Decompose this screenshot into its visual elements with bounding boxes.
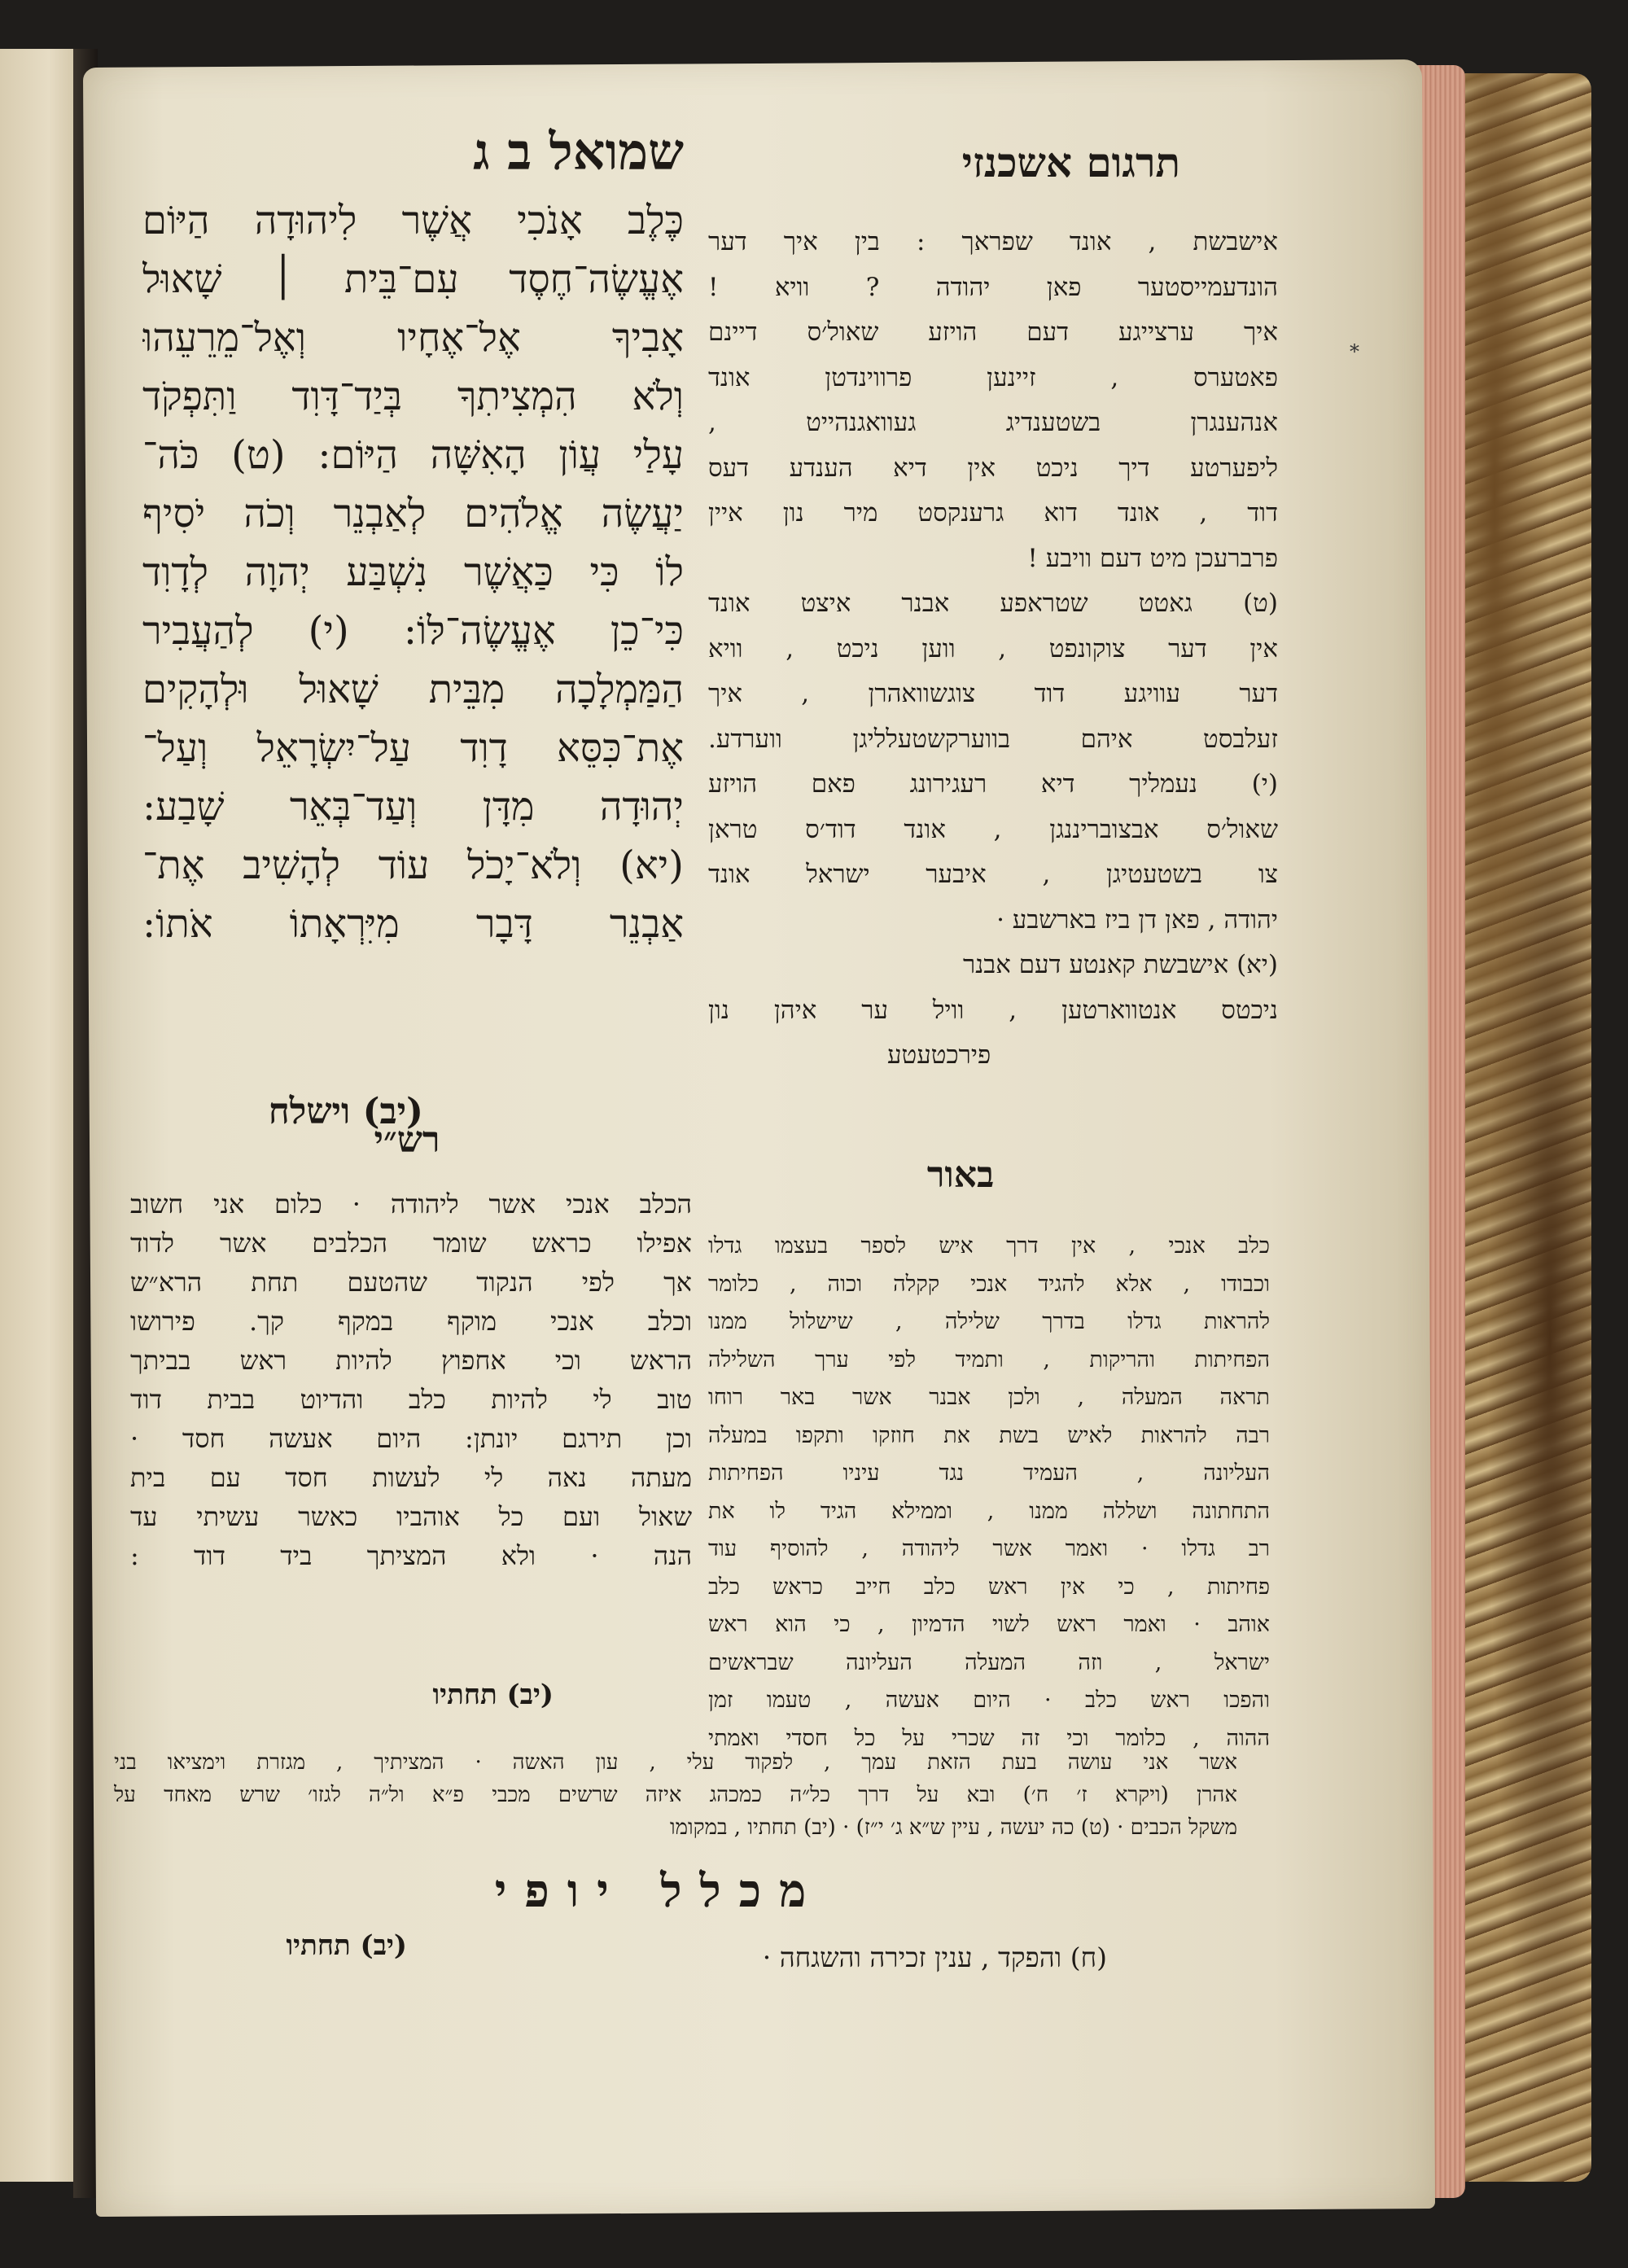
text-line: וְלֹא הִמְצִיתִךָ בְּיַד־דָּוִד וַתִּפְקֹד: [142, 374, 684, 419]
main-catchword: (יב) וישלח: [268, 1091, 423, 1132]
running-head-left: תרגום אשכנזי: [961, 138, 1180, 186]
rashi-catchword: (יב) תחתיו: [432, 1679, 554, 1711]
text-line: אֶעֱשֶׂה־חֶסֶד עִם־בֵּית ׀ שָׁאוּל: [142, 256, 684, 302]
text-line: יַעֲשֶׂה אֱלֹהִים לְאַבְנֵר וְכֹה יֹסִיף: [142, 491, 684, 536]
text-line: הנה · ולא המציתך ביד דוד :: [130, 1540, 692, 1571]
margin-asterisk: *: [1350, 340, 1359, 363]
text-line: רב גדלו · ואמר אשר ליהודה , להוסיף עוד: [708, 1536, 1270, 1561]
text-line: לוֹ כִּי כַּאֲשֶׁר נִשְׁבַּע יְהוָה לְדָוִד: [142, 549, 684, 595]
rashi-heading: רש״י: [374, 1119, 440, 1161]
text-line: אין דער צוקונפט , ווען ניכט , וויא: [708, 633, 1278, 663]
text-line: אפילו כראש שומר הכלבים אשר לדוד: [130, 1228, 692, 1259]
facing-page-edge: [0, 49, 81, 2182]
bottom-catchword: (יב) תחתיו: [286, 1929, 407, 1962]
rashi-commentary: [130, 1184, 692, 1575]
text-line: ישראל , וזה המעלה העליונה שבראשים: [708, 1649, 1270, 1675]
text-line: טוב לי להיות כלב והדיוט בבית דוד: [130, 1384, 692, 1415]
biur-commentary: [708, 1228, 1270, 1758]
text-line: הראש וכי אחפוץ להיות ראש בביתך: [130, 1345, 692, 1376]
text-line: אהרן (ויקרא ז׳ ח׳) ובא על דרך כל״ה כמכהג איזה שרשים מכבי פ״א ול״ה לגזו׳ שרש מאחד על: [114, 1783, 1237, 1807]
biur-heading: באור: [926, 1154, 995, 1196]
text-line: דער עוויגע דוד צוגשוואהרן , איך: [708, 679, 1278, 708]
text-line: משקל הכבים · (ט) כה יעשה , עיין ש״א ג׳ י״ז) · (יב) תחתיו , במקומו: [669, 1815, 1237, 1840]
text-line: יהודה , פאן דן ביז בארשבע ·: [996, 904, 1278, 935]
text-line: כִּי־כֵן אֶעֱשֶׂה־לּוֹ: (י) לְהַעֲבִיר: [142, 608, 684, 654]
text-line: אוהב · ואמר ראש לשוי הדמיון , כי הוא ראש: [708, 1612, 1270, 1637]
text-line: וכלב אנכי מוקף במקף קך. פירושו: [130, 1306, 692, 1337]
text-line: צו בשטעטיגן , איבער ישראל אונד: [708, 860, 1278, 889]
text-line: רבה להראות לאיש בשת את חוזקו ותקפו במעלה: [708, 1422, 1270, 1448]
text-line: אָבִיךָ אֶל־אֶחָיו וְאֶל־מֵרֵעֵהוּ: [142, 315, 684, 361]
text-line: שאול ועם כל אוהביו כאשר עשיתי עד: [130, 1501, 692, 1532]
text-line: פרברעכן מיט דעם וויבע !: [1027, 543, 1278, 573]
text-line: הַמַּמְלָכָה מִבֵּית שָׁאוּל וּלְהָקִים: [142, 667, 684, 712]
text-line: להראות גדלו בדרך שלילה , שישלול ממנו: [708, 1309, 1270, 1334]
text-line: פאטערס , זיינען פרווינדטן אונד: [708, 362, 1278, 392]
text-line: וכבודו , אלא להגיד אנכי קקלה וכוה , כלומר: [708, 1271, 1270, 1297]
biblical-text-column: [142, 191, 684, 953]
text-line: ההוה , כלומר וכי זה שכרי על כל חסדי ואמתי: [708, 1725, 1270, 1751]
text-line: שאול׳ס אבצובריננגן , אונד דוד׳ס טראן: [708, 814, 1278, 844]
text-line: התחתונה ושללה ממנו , וממילא הגיד לו את: [708, 1498, 1270, 1524]
text-line: זעלבסט איהם בווערקשטעלליגן ווערדע.: [708, 724, 1278, 754]
text-line: פחיתות , כי אין ראש כלב חייב כראש כלב: [708, 1574, 1270, 1600]
text-line: כֶּלֶב אָנֹכִי אֲשֶׁר לִיהוּדָה הַיּוֹם: [142, 198, 684, 243]
text-line: (ט) גאטט שטראפע אבנר איצט אונד: [708, 589, 1278, 618]
text-line: איך ערצייגע דעם הויזע שאול׳ס דיינם: [708, 317, 1278, 347]
bottom-section-title: מכלל יופי: [494, 1864, 825, 1918]
text-line: עָלַי עֲוֹן הָאִשָּׁה הַיּוֹם: (ט) כֹּה־: [142, 432, 684, 478]
text-line: מעתה נאה לי לעשות חסד עם בית: [130, 1462, 692, 1493]
text-line: אישבשת , אונד שפראך : בין איך דער: [708, 227, 1278, 256]
text-line: הונדעמייסטער פאן יהודה ? וויא !: [708, 272, 1278, 302]
text-line: דוד , אונד דוא גרענקסט מיר נון איין: [708, 498, 1278, 528]
text-line: יְהוּדָה מִדָּן וְעַד־בְּאֵר שָׁבַע:: [142, 784, 684, 830]
text-line: אך לפי הנקוד שהטעם תחת הרא״ש: [130, 1267, 692, 1298]
yiddish-translation-column: [708, 220, 1278, 1079]
text-line: הכלב אנכי אשר ליהודה · כלום אני חשוב: [130, 1189, 692, 1219]
text-line: פירכטעטע: [887, 1040, 991, 1070]
text-line: תראה המעלה , ולכן אבנר אשר באר רוחו: [708, 1385, 1270, 1410]
text-line: והפכו ראש כלב · היום אעשה , טעמו זמן: [708, 1688, 1270, 1713]
text-line: אנהענגרן בשטענדיג געוואגנהייט ,: [708, 408, 1278, 437]
text-line: ליפערטע דיך ניכט אין דיא הענדע דעס: [708, 453, 1278, 483]
text-line: (י) נעמליך דיא רעגירונג פאם הויזע: [708, 769, 1278, 799]
text-line: אשר אני עושה בעת הזאת עמך , לפקוד עלי , עון האשה · המציתיך , מגזרת וימציאו בני: [114, 1750, 1237, 1775]
bottom-note: (ח) והפקד , ענין זכירה והשגחה ·: [762, 1942, 1107, 1973]
full-width-commentary: [114, 1746, 1237, 1844]
text-line: כלב אנכי , אין דרך איש לספר בעצמו גדלו: [708, 1233, 1270, 1259]
running-head-right: שמואל ב ג: [473, 122, 684, 182]
text-line: העליונה , העמיד נגד עיניו הפחיתות: [708, 1460, 1270, 1486]
text-line: הפחיתות והריקות , ותמיד לפי ערך השלילה: [708, 1346, 1270, 1373]
text-line: ניכטס אנטווארטען , וויל ער איהן נון: [708, 995, 1278, 1025]
text-line: וכן תירגם יונתן: היום אעשה חסד ·: [130, 1423, 692, 1454]
marbled-cover: [1453, 73, 1591, 2182]
text-line: אַבְנֵר דָּבָר מִיִּרְאָתוֹ אֹתוֹ:: [142, 901, 684, 947]
text-line: (יא) אישבשת קאנטע דעם אבנר: [962, 950, 1278, 979]
text-line: אֶת־כִּסֵּא דָוִד עַל־יִשְׂרָאֵל וְעַל־: [142, 725, 684, 771]
text-line: (יא) וְלֹא־יָכֹל עוֹד לְהָשִׁיב אֶת־: [142, 843, 684, 888]
